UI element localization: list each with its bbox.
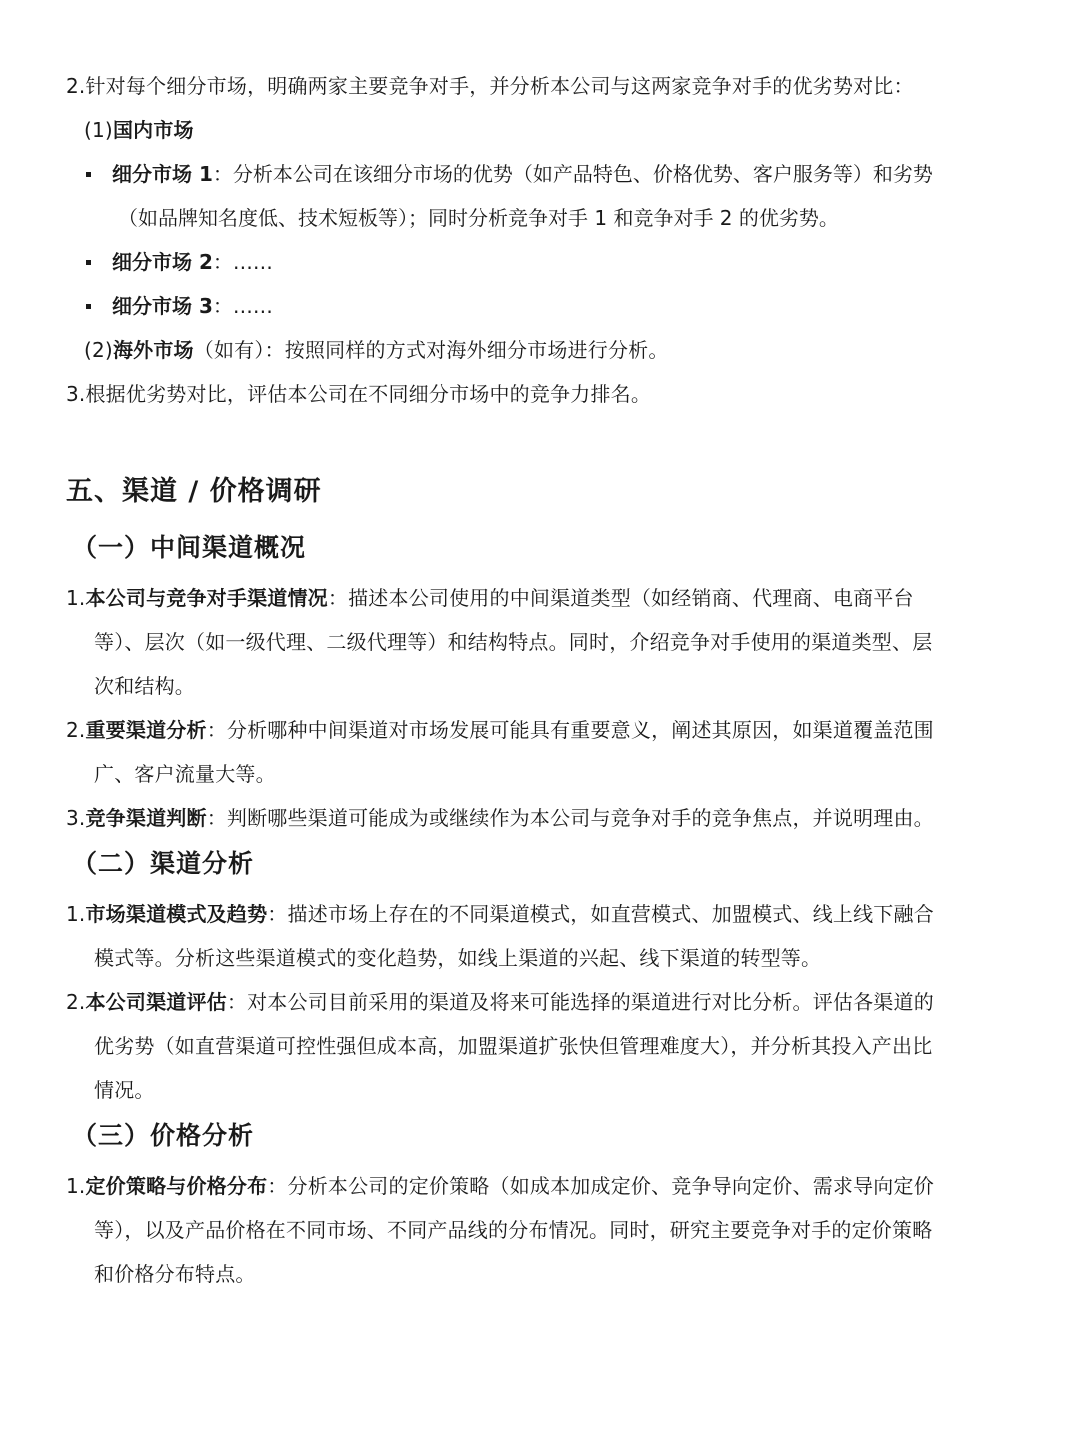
sub2-p1-text: ：描述市场上存在的不同渠道模式，如直营模式、加盟模式、线上线下融合: [267, 902, 934, 926]
sub2-paragraph-1: [66, 892, 1014, 936]
sub1-p3-text: ：判断哪些渠道可能成为或继续作为本公司与竞争对手的竞争焦点，并说明理由。: [206, 806, 934, 830]
segment-3-text: ：……: [212, 294, 273, 318]
sub2-p2-cont-1: 优劣势（如直营渠道可控性强但成本高，加盟渠道扩张快但管理难度大），并分析其投入产出比: [94, 1034, 933, 1058]
segment-1-item: [66, 152, 1014, 196]
sub1-paragraph-3: [66, 796, 1014, 840]
list-number: 2.: [66, 718, 86, 742]
segment-2-label: 细分市场 2: [112, 250, 213, 274]
sub2-p2-text: ：对本公司目前采用的渠道及将来可能选择的渠道进行对比分析。评估各渠道的: [226, 990, 934, 1014]
subsection-2-title: （二）渠道分析: [72, 849, 255, 878]
list-number: 1.: [66, 586, 86, 610]
list-number: 3.: [66, 806, 86, 830]
sub1-p1-cont-1: 等）、层次（如一级代理、二级代理等）和结构特点。同时，介绍竞争对手使用的渠道类型、层: [94, 630, 933, 654]
segment-2-text: ：……: [212, 250, 273, 274]
sub1-p3-label: 竞争渠道判断: [85, 806, 207, 830]
overseas-market-item: [66, 328, 1014, 372]
overseas-market-prefix: (2): [84, 338, 113, 362]
sub1-p1-cont-2: 次和结构。: [94, 674, 195, 698]
sub1-paragraph-1: [66, 576, 1014, 620]
sub3-p1-cont-2: 和价格分布特点。: [94, 1262, 256, 1286]
sub1-p2-cont: 广、客户流量大等。: [94, 762, 276, 786]
sub2-p1-label: 市场渠道模式及趋势: [85, 902, 268, 926]
sub1-p2-label: 重要渠道分析: [85, 718, 207, 742]
sub2-p2-cont-2: 情况。: [94, 1078, 155, 1102]
list-number: 2.: [66, 990, 86, 1014]
sub1-p1-text: ：描述本公司使用的中间渠道类型（如经销商、代理商、电商平台: [327, 586, 914, 610]
sub2-p1-cont: 模式等。分析这些渠道模式的变化趋势，如线上渠道的兴起、线下渠道的转型等。: [94, 946, 822, 970]
sub1-p1-label: 本公司与竞争对手渠道情况: [85, 586, 328, 610]
sub2-p2-label: 本公司渠道评估: [85, 990, 227, 1014]
segment-1-text: ：分析本公司在该细分市场的优势（如产品特色、价格优势、客户服务等）和劣势: [212, 162, 933, 186]
list-number: 1.: [66, 1174, 86, 1198]
section-5-title: 五、渠道 / 价格调研: [66, 476, 322, 507]
list-number: 1.: [66, 902, 86, 926]
item-2-text: 2.针对每个细分市场，明确两家主要竞争对手，并分析本公司与这两家竞争对手的优劣势对比：: [66, 74, 914, 98]
segment-3-label: 细分市场 3: [112, 294, 213, 318]
sub3-paragraph-1: [66, 1164, 1014, 1208]
domestic-market-label: 国内市场: [112, 118, 194, 142]
sub1-paragraph-2: [66, 708, 1014, 752]
segment-3-item: [66, 284, 1014, 328]
segment-1-text-cont: （如品牌知名度低、技术短板等）；同时分析竞争对手 1 和竞争对手 2 的优劣势。: [118, 206, 839, 230]
domestic-market-heading: [66, 108, 1014, 152]
domestic-market-prefix: (1): [84, 118, 113, 142]
overseas-market-label: 海外市场: [112, 338, 194, 362]
sub1-p2-text: ：分析哪种中间渠道对市场发展可能具有重要意义，阐述其原因，如渠道覆盖范围: [206, 718, 934, 742]
segment-1-label: 细分市场 1: [112, 162, 213, 186]
sub3-p1-cont-1: 等），以及产品价格在不同市场、不同产品线的分布情况。同时，研究主要竞争对手的定价策略: [94, 1218, 933, 1242]
sub3-p1-label: 定价策略与价格分布: [85, 1174, 268, 1198]
segment-2-item: [66, 240, 1014, 284]
sub2-paragraph-2: [66, 980, 1014, 1024]
item-3-text: 3.根据优劣势对比，评估本公司在不同细分市场中的竞争力排名。: [66, 382, 652, 406]
sub3-p1-text: ：分析本公司的定价策略（如成本加成定价、竞争导向定价、需求导向定价: [267, 1174, 934, 1198]
subsection-3-title: （三）价格分析: [72, 1121, 255, 1150]
overseas-market-text: （如有）：按照同样的方式对海外细分市场进行分析。: [193, 338, 669, 362]
subsection-1-title: （一）中间渠道概况: [72, 533, 307, 562]
